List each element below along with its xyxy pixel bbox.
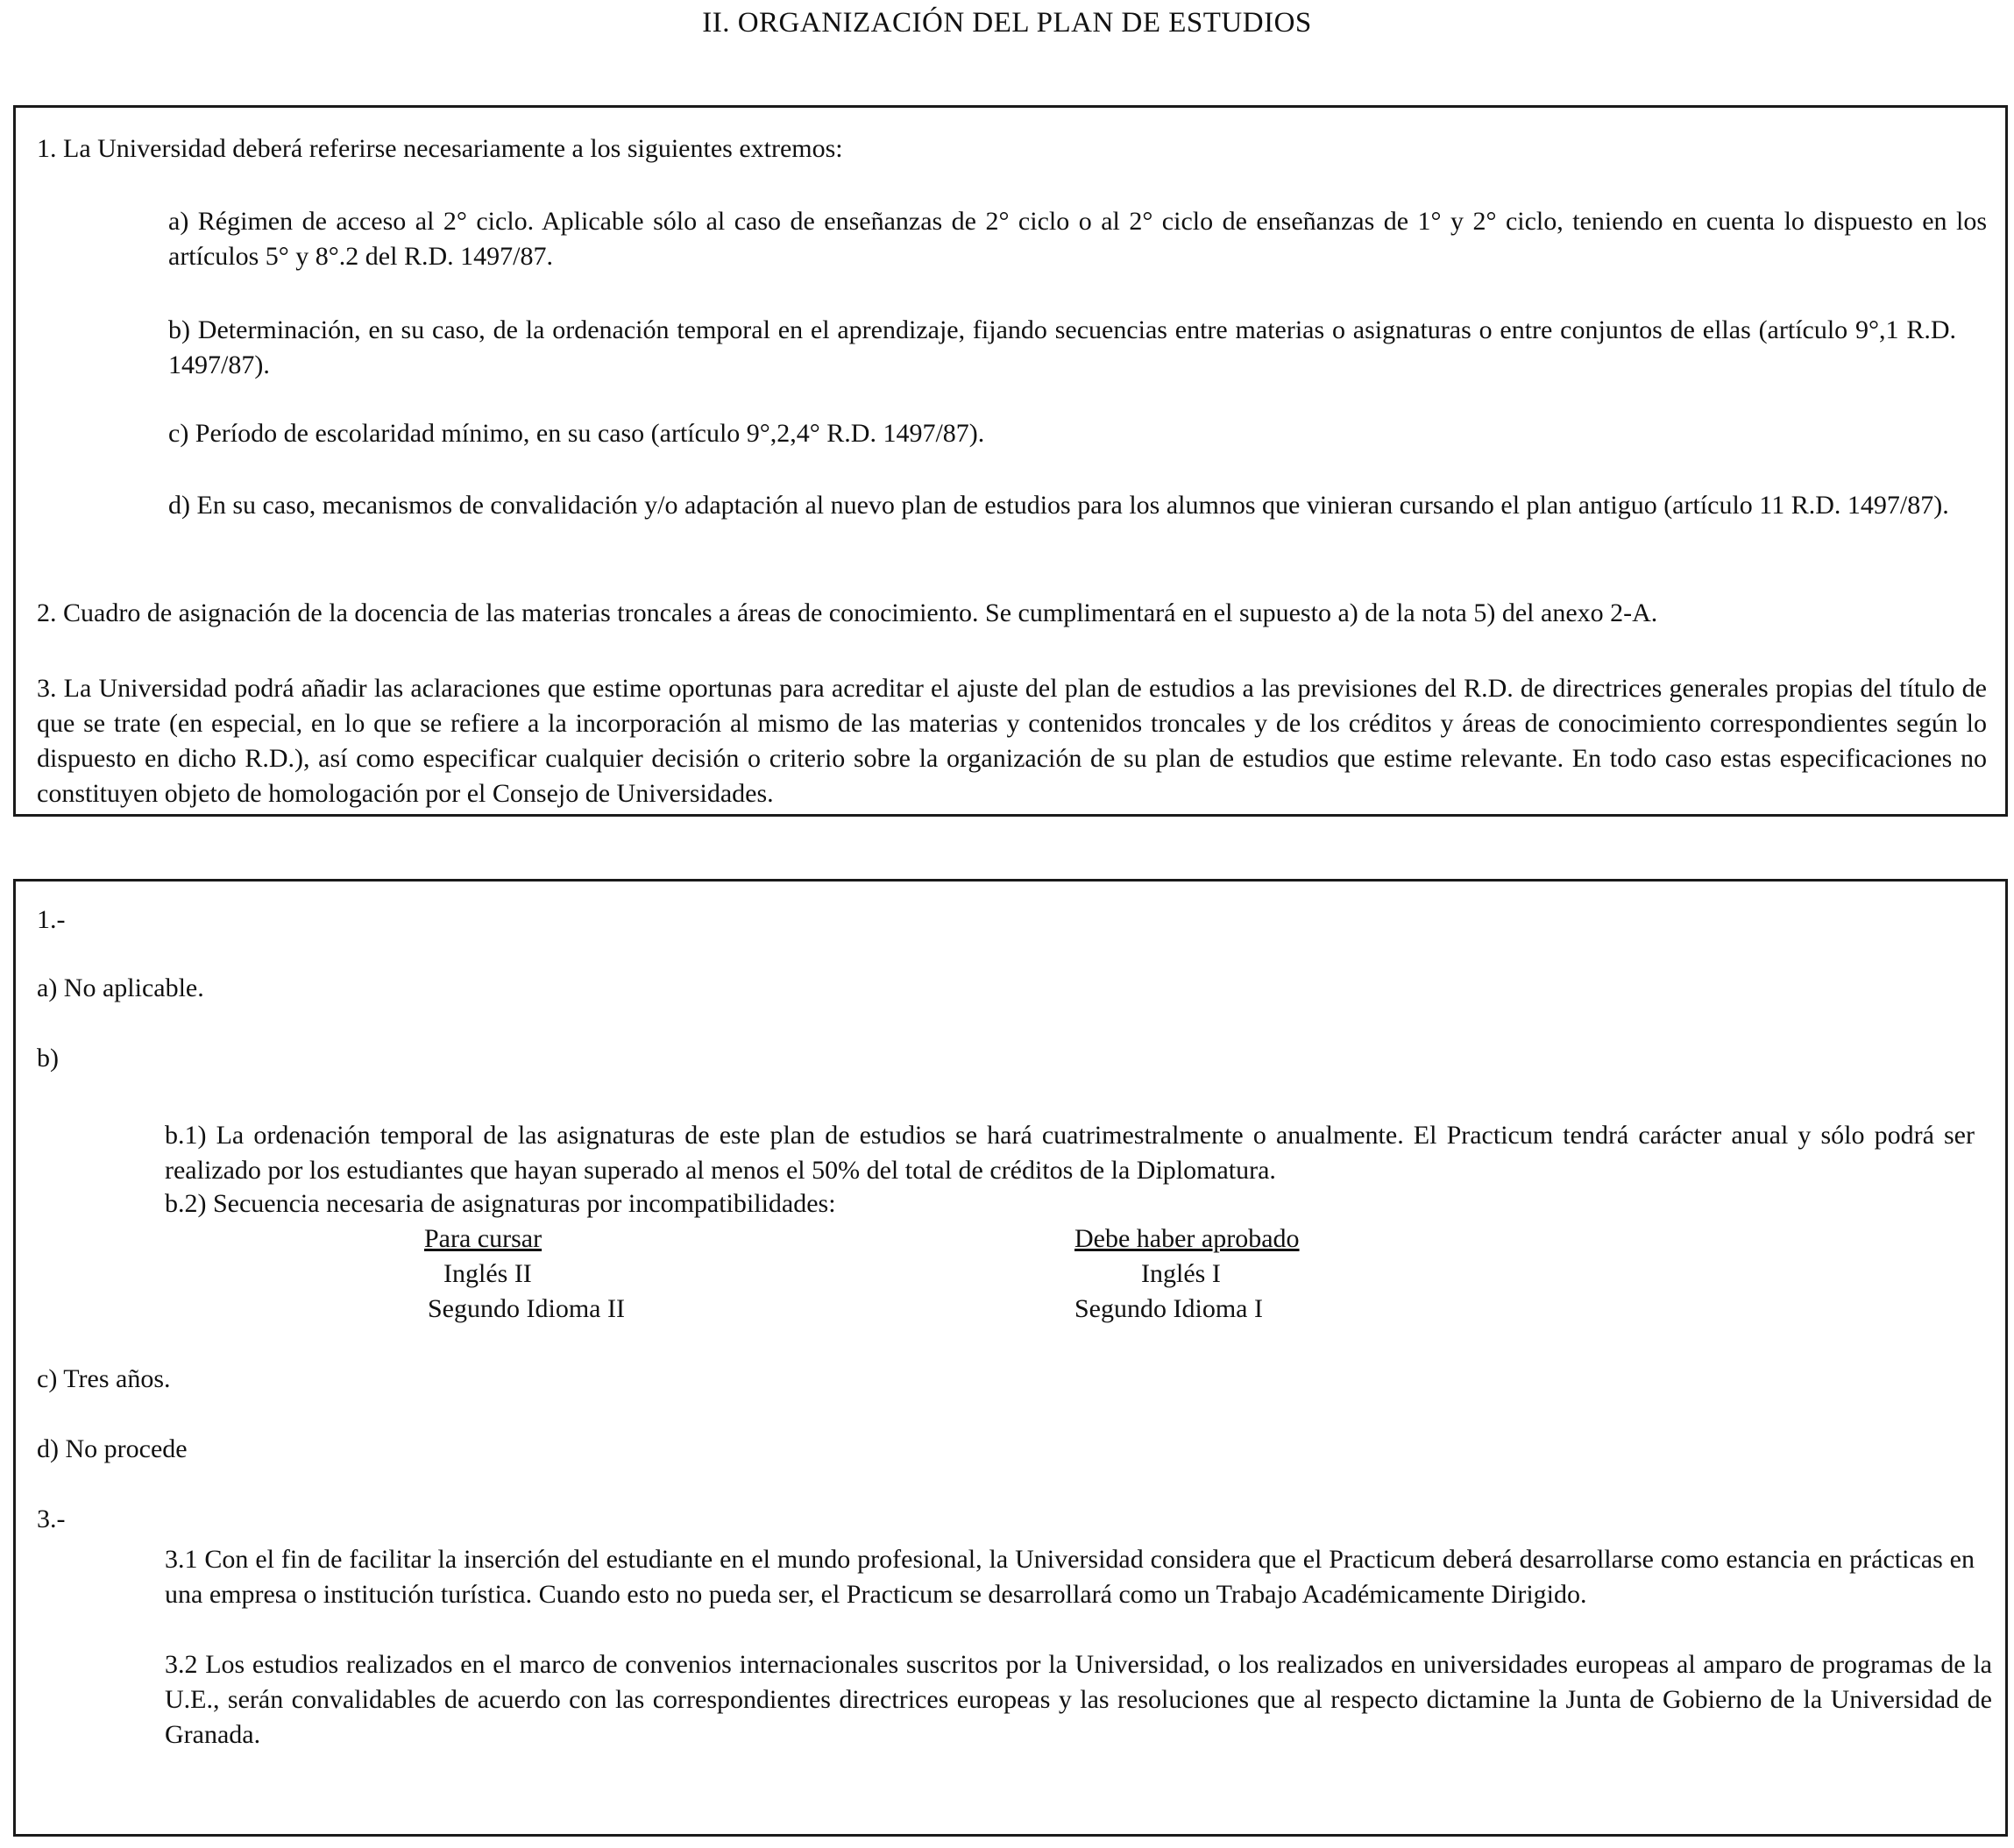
instruction-item-1: 1. La Universidad deberá referirse necesariamente a los siguientes extremos: — [37, 134, 843, 163]
table-cell-prereq: Inglés I — [1141, 1259, 1221, 1288]
answer-a: a) No aplicable. — [37, 974, 204, 1002]
answer-b1: b.1) La ordenación temporal de las asignaturas de este plan de estudios se hará cuatrimestralmente o anualmente. El Practicum tendrá carácter anual y sólo podrá ser realizado por los estudiantes que hayan superado al menos el 50% del total de créditos de la Diplomatura. — [165, 1121, 1975, 1185]
table-header-prereq: Debe haber aprobado — [1074, 1224, 1300, 1253]
instruction-item-1c: c) Período de escolaridad mínimo, en su caso (artículo 9°,2,4° R.D. 1497/87). — [168, 419, 985, 448]
answer-b: b) — [37, 1044, 59, 1073]
instruction-item-1d: d) En su caso, mecanismos de convalidación y/o adaptación al nuevo plan de estudios para los alumnos que vinieran cursando el plan antiguo (artículo 11 R.D. 1497/87). — [168, 491, 1949, 520]
instruction-item-3: 3. La Universidad podrá añadir las aclaraciones que estime oportunas para acreditar el ajuste del plan de estudios a las previsiones del R.D. de directrices generales propias del título de que se trate (en especial, en lo que se refiere a la incorporación al mismo de las materias y contenidos troncales y de los créditos y áreas de conocimiento correspondientes según lo dispuesto en dicho R.D.), así como especificar cualquier decisión o criterio sobre la organización de su plan de estudios que estime relevante. En todo caso estas especificaciones no constituyen objeto de homologación por el Consejo de Universidades. — [37, 674, 1987, 808]
answer-3-1: 3.1 Con el fin de facilitar la inserción del estudiante en el mundo profesional, la Universidad considera que el Practicum deberá desarrollarse como estancia en prácticas en una empresa o institución turística. Cuando esto no pueda ser, el Practicum se desarrollará como un Trabajo Académicamente Dirigido. — [165, 1545, 1975, 1609]
page-title: II. ORGANIZACIÓN DEL PLAN DE ESTUDIOS — [702, 7, 1312, 39]
table-cell-course: Segundo Idioma II — [428, 1294, 625, 1323]
answer-b2: b.2) Secuencia necesaria de asignaturas por incompatibilidades: — [165, 1189, 836, 1218]
instruction-item-1b: b) Determinación, en su caso, de la ordenación temporal en el aprendizaje, fijando secuencias entre materias o asignaturas o entre conjuntos de ellas (artículo 9°,1 R.D. 1497/87). — [168, 315, 1956, 379]
answer-heading-1: 1.- — [37, 905, 66, 934]
table-cell-prereq: Segundo Idioma I — [1074, 1294, 1263, 1323]
answer-c: c) Tres años. — [37, 1364, 171, 1393]
answer-3-2: 3.2 Los estudios realizados en el marco de convenios internacionales suscritos por la Universidad, o los realizados en universidades europeas al amparo de programas de la U.E., serán convalidables de acuerdo con las correspondientes directrices europeas y las resoluciones que al respecto dictamine la Junta de Gobierno de la Universidad de Granada. — [165, 1650, 1992, 1749]
table-cell-course: Inglés II — [443, 1259, 532, 1288]
table-header-course: Para cursar — [424, 1224, 543, 1253]
answer-d: d) No procede — [37, 1434, 188, 1463]
instruction-item-2: 2. Cuadro de asignación de la docencia de las materias troncales a áreas de conocimiento. Se cumplimentará en el supuesto a) de la nota 5) del anexo 2-A. — [37, 598, 1658, 627]
answer-heading-3: 3.- — [37, 1505, 66, 1533]
instruction-item-1a: a) Régimen de acceso al 2° ciclo. Aplicable sólo al caso de enseñanzas de 2° ciclo o al 2° ciclo de enseñanzas de 1° y 2° ciclo, teniendo en cuenta lo dispuesto en los artículos 5° y 8°.2 del R.D. 1497/87. — [168, 207, 1987, 271]
